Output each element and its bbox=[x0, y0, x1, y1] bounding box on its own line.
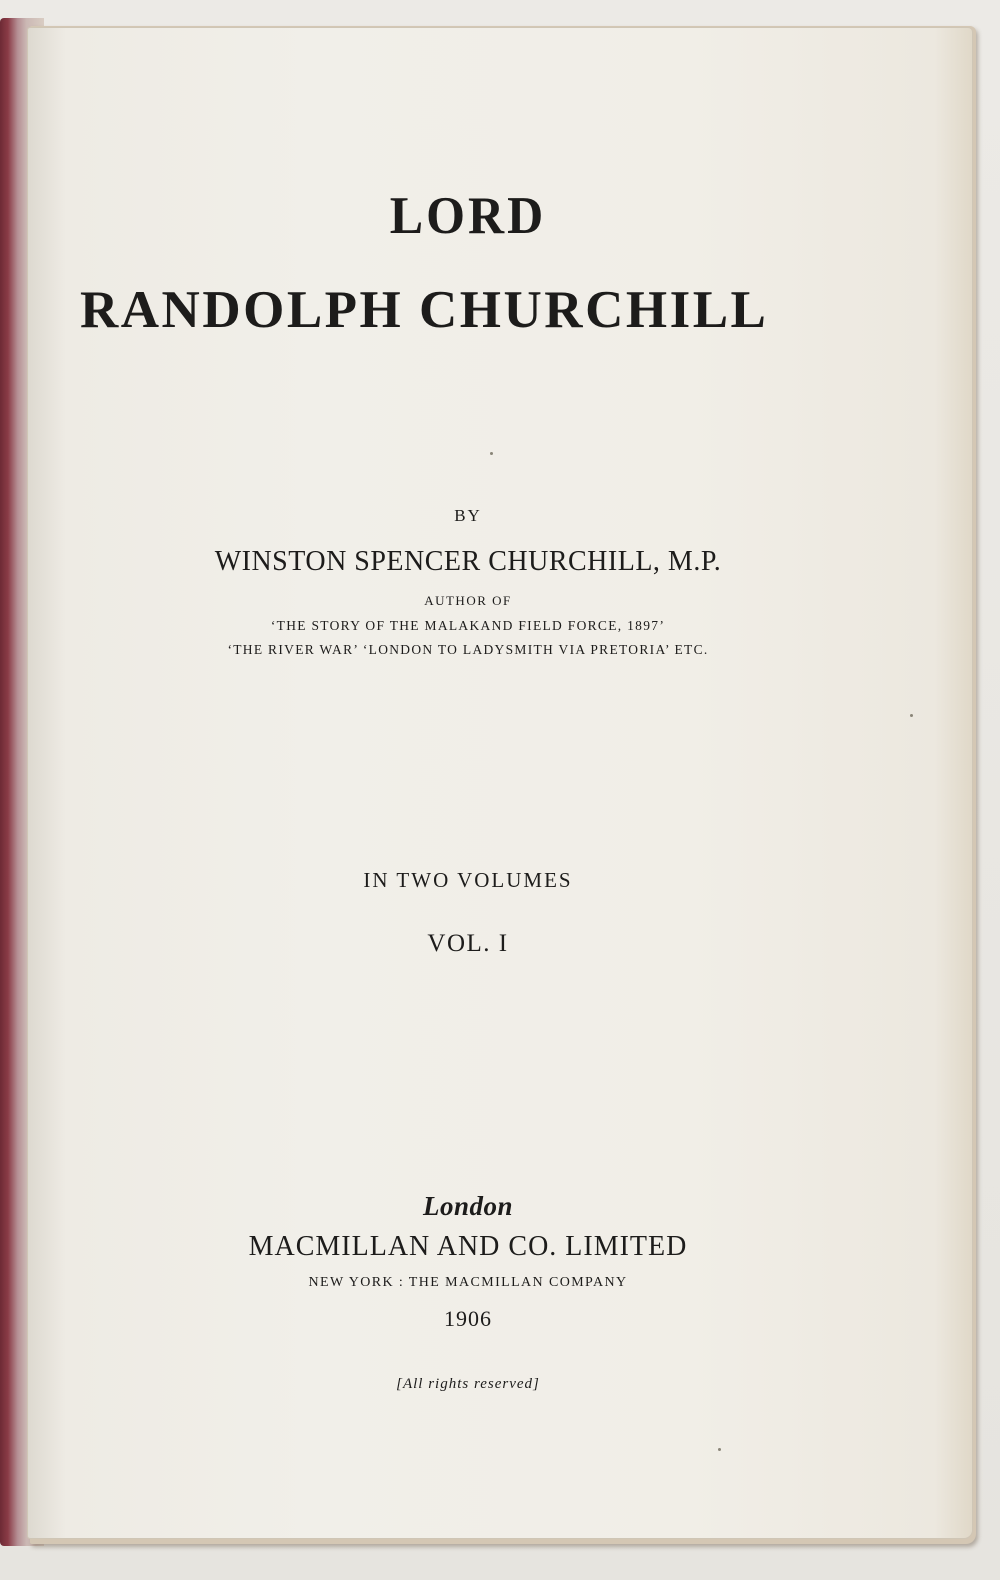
previous-works-line-2: ‘THE RIVER WAR’ ‘LONDON TO LADYSMITH VIA PRETORIA’ ETC. bbox=[227, 642, 709, 657]
publisher-name: MACMILLAN AND CO. LIMITED bbox=[248, 1231, 688, 1262]
publication-city: London bbox=[422, 1191, 514, 1221]
author-of-label: AUTHOR OF bbox=[424, 593, 512, 608]
title-line-1: LORD bbox=[389, 185, 547, 245]
paper-speck bbox=[490, 452, 493, 455]
paper-speck bbox=[910, 714, 913, 717]
volumes-note: IN TWO VOLUMES bbox=[363, 868, 573, 892]
by-label: BY bbox=[454, 506, 482, 525]
title-line-2: RANDOLPH CHURCHILL bbox=[80, 281, 769, 339]
publisher-new-york: NEW YORK : THE MACMILLAN COMPANY bbox=[308, 1275, 628, 1290]
volume-number: VOL. I bbox=[427, 930, 509, 957]
author-name: WINSTON SPENCER CHURCHILL, M.P. bbox=[214, 546, 722, 577]
title-page-content bbox=[28, 28, 972, 1538]
previous-works-line-1: ‘THE STORY OF THE MALAKAND FIELD FORCE, 1897’ bbox=[270, 618, 666, 633]
rights-notice: [All rights reserved] bbox=[396, 1376, 540, 1392]
paper-speck bbox=[718, 1448, 721, 1451]
publication-year: 1906 bbox=[444, 1306, 492, 1331]
